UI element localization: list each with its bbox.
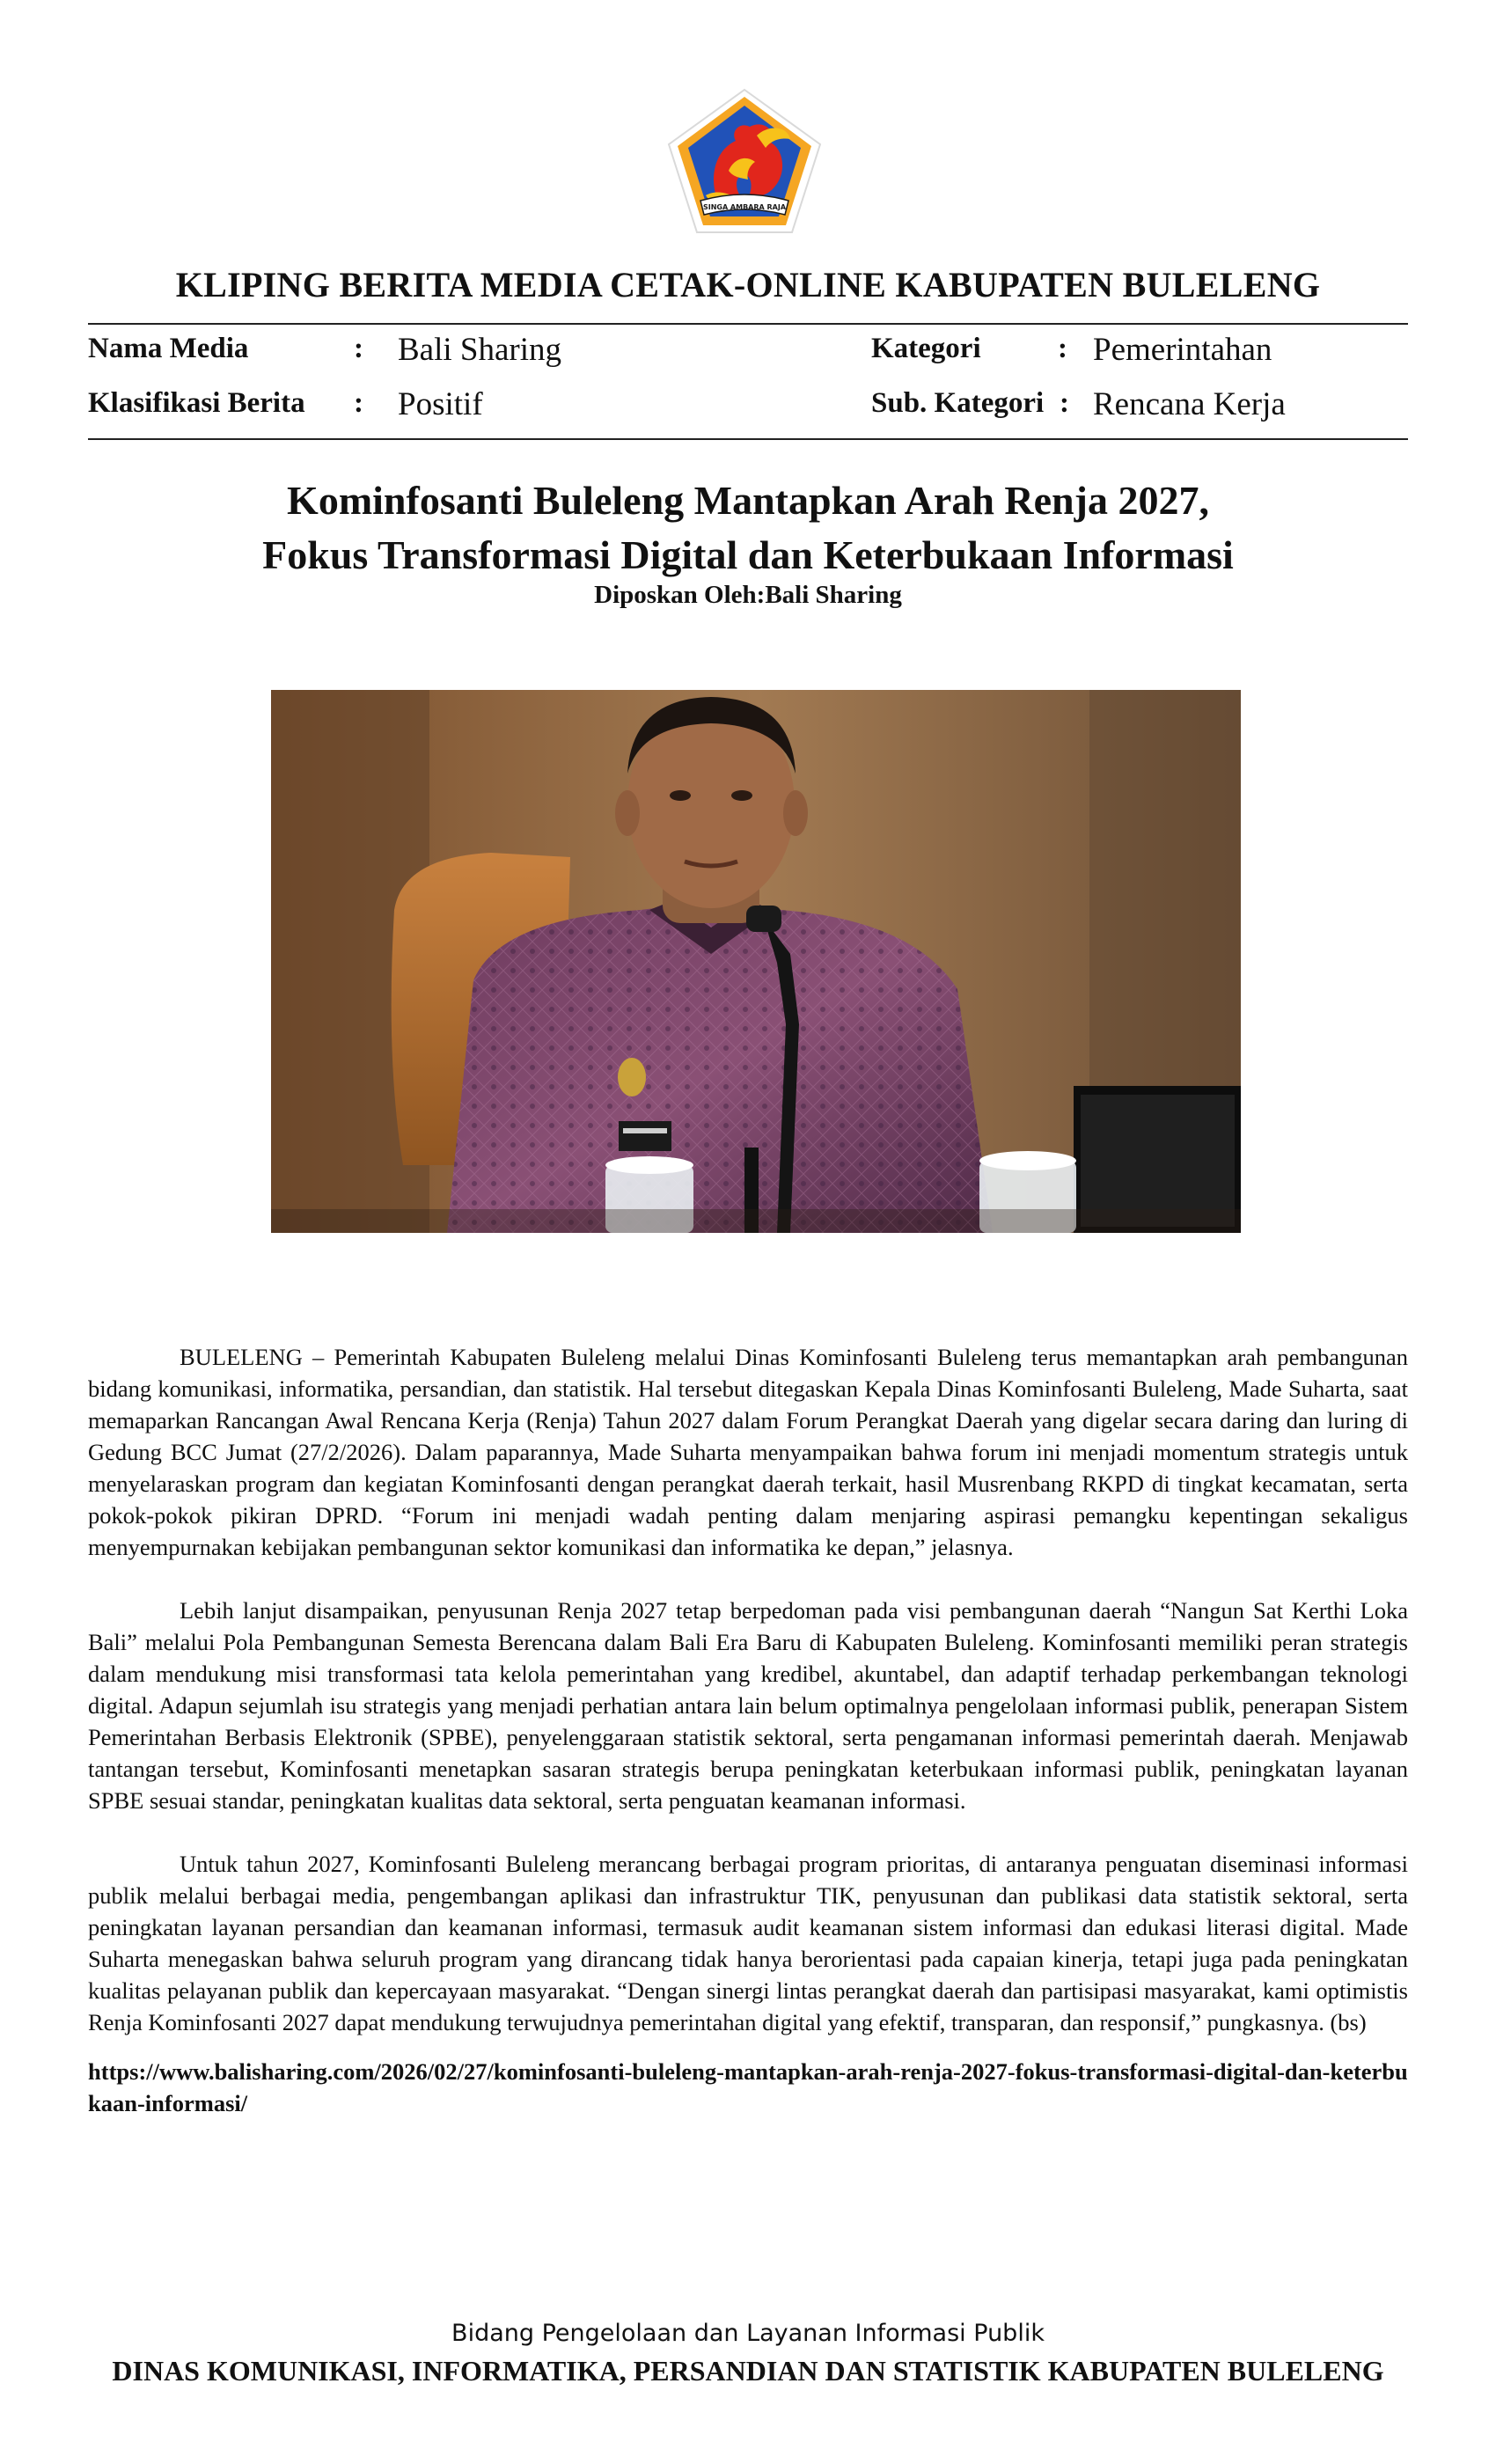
header-top-rule [88,323,1408,325]
headline-line-1: Kominfosanti Buleleng Mantapkan Arah Renja 2027, [287,478,1209,523]
buleleng-crest-icon [665,86,824,236]
subkategori-separator: : [1060,387,1069,419]
klasifikasi-value: Positif [398,386,483,422]
meta-row-1 [88,331,1408,375]
article-paragraph-3: Untuk tahun 2027, Kominfosanti Buleleng merancang berbagai program prioritas, di antaranya penguatan diseminasi informasi publik melalui berbagai media, pengembangan aplikasi dan infrastruktur TIK, penyusunan dan publikasi data statistik sektoral, serta peningkatan layanan persandian dan keamanan informasi, termasuk audit keamanan sistem informasi dan edukasi literasi digital. Made Suharta menegaskan bahwa seluruh program yang dirancang tidak hanya berorientasi pada capaian kinerja, tetapi juga pada peningkatan kualitas pelayanan publik dan kepercayaan masyarakat. “Dengan sinergi lintas perangkat daerah dan partisipasi masyarakat, kami optimistis Renja Kominfosanti 2027 dapat mendukung terwujudnya pemerintahan digital yang efektif, transparan, dan responsif,” pungkasnya. (bs) [88,1851,1408,2035]
article-photo [271,690,1241,1233]
subkategori-label: Sub. Kategori [871,387,1045,419]
header-bottom-rule [88,438,1408,440]
kategori-separator: : [1058,333,1067,364]
subkategori-value: Rencana Kerja [1093,386,1286,422]
meta-row-2 [88,385,1408,429]
article-paragraph-2: Lebih lanjut disampaikan, penyusunan Renja 2027 tetap berpedoman pada visi pembangunan daerah “Nangun Sat Kerthi Loka Bali” melalui Pola Pembangunan Semesta Berencana dalam Bali Era Baru di Kabupaten Buleleng. Kominfosanti memiliki peran strategis dalam mendukung misi transformasi tata kelola pemerintahan yang kredibel, akuntabel, dan adaptif terhadap perkembangan teknologi digital. Adapun sejumlah isu strategis yang menjadi perhatian antara lain belum optimalnya pengelolaan informasi publik, penerapan Sistem Pemerintahan Berbasis Elektronik (SPBE), penyelenggaraan statistik sektoral, serta pengamanan informasi pemerintah daerah. Menjawab tantangan tersebut, Kominfosanti menetapkan sasaran strategis berupa peningkatan keterbukaan informasi publik, peningkatan layanan SPBE sesuai standar, peningkatan kualitas data sektoral, serta penguatan keamanan informasi. [88,1597,1408,1814]
article-paragraph-1: BULELENG – Pemerintah Kabupaten Buleleng melalui Dinas Kominfosanti Buleleng terus memantapkan arah pembangunan bidang komunikasi, informatika, persandian, dan statistik. Hal tersebut ditegaskan Kepala Dinas Kominfosanti Buleleng, Made Suharta, saat memaparkan Rancangan Awal Rencana Kerja (Renja) Tahun 2027 dalam Forum Perangkat Daerah yang digelar secara daring dan luring di Gedung BCC Jumat (27/2/2026). Dalam paparannya, Made Suharta menyampaikan bahwa forum ini menjadi momentum strategis untuk menyelaraskan program dan kegiatan Kominfosanti dengan perangkat daerah terkait, hasil Musrenbang RKPD di tingkat kecamatan, serta pokok-pokok pikiran DPRD. “Forum ini menjadi wadah penting dalam menjaring aspirasi pemangku kepentingan sekaligus menyempurnakan kebijakan pembangunan sektor komunikasi dan informatika ke depan,” jelasnya. [88,1344,1408,1560]
klasifikasi-separator: : [354,387,363,419]
svg-text:SINGA AMBARA RAJA: SINGA AMBARA RAJA [702,203,787,211]
article-byline: Diposkan Oleh:Bali Sharing [594,581,902,609]
footer-title: DINAS KOMUNIKASI, INFORMATIKA, PERSANDIAN DAN STATISTIK KABUPATEN BULELENG [112,2355,1384,2387]
klasifikasi-label: Klasifikasi Berita [88,387,305,419]
document-title: KLIPING BERITA MEDIA CETAK-ONLINE KABUPATEN BULELENG [175,265,1321,304]
article-headline [88,473,1408,583]
media-label: Nama Media [88,333,249,364]
media-separator: : [354,333,363,364]
source-link[interactable]: https://www.balisharing.com/2026/02/27/kominfosanti-buleleng-mantapkan-arah-renja-2027-fokus-transformasi-digital-dan-keterbukaan-informasi/ [88,2058,1408,2116]
media-value: Bali Sharing [398,332,562,368]
kategori-value: Pemerintahan [1093,332,1272,368]
headline-line-2: Fokus Transformasi Digital dan Keterbukaan Informasi [262,532,1234,577]
article-body [88,1341,1408,2070]
footer-subtitle: Bidang Pengelolaan dan Layanan Informasi Publik [451,2320,1045,2347]
kategori-label: Kategori [871,333,981,364]
